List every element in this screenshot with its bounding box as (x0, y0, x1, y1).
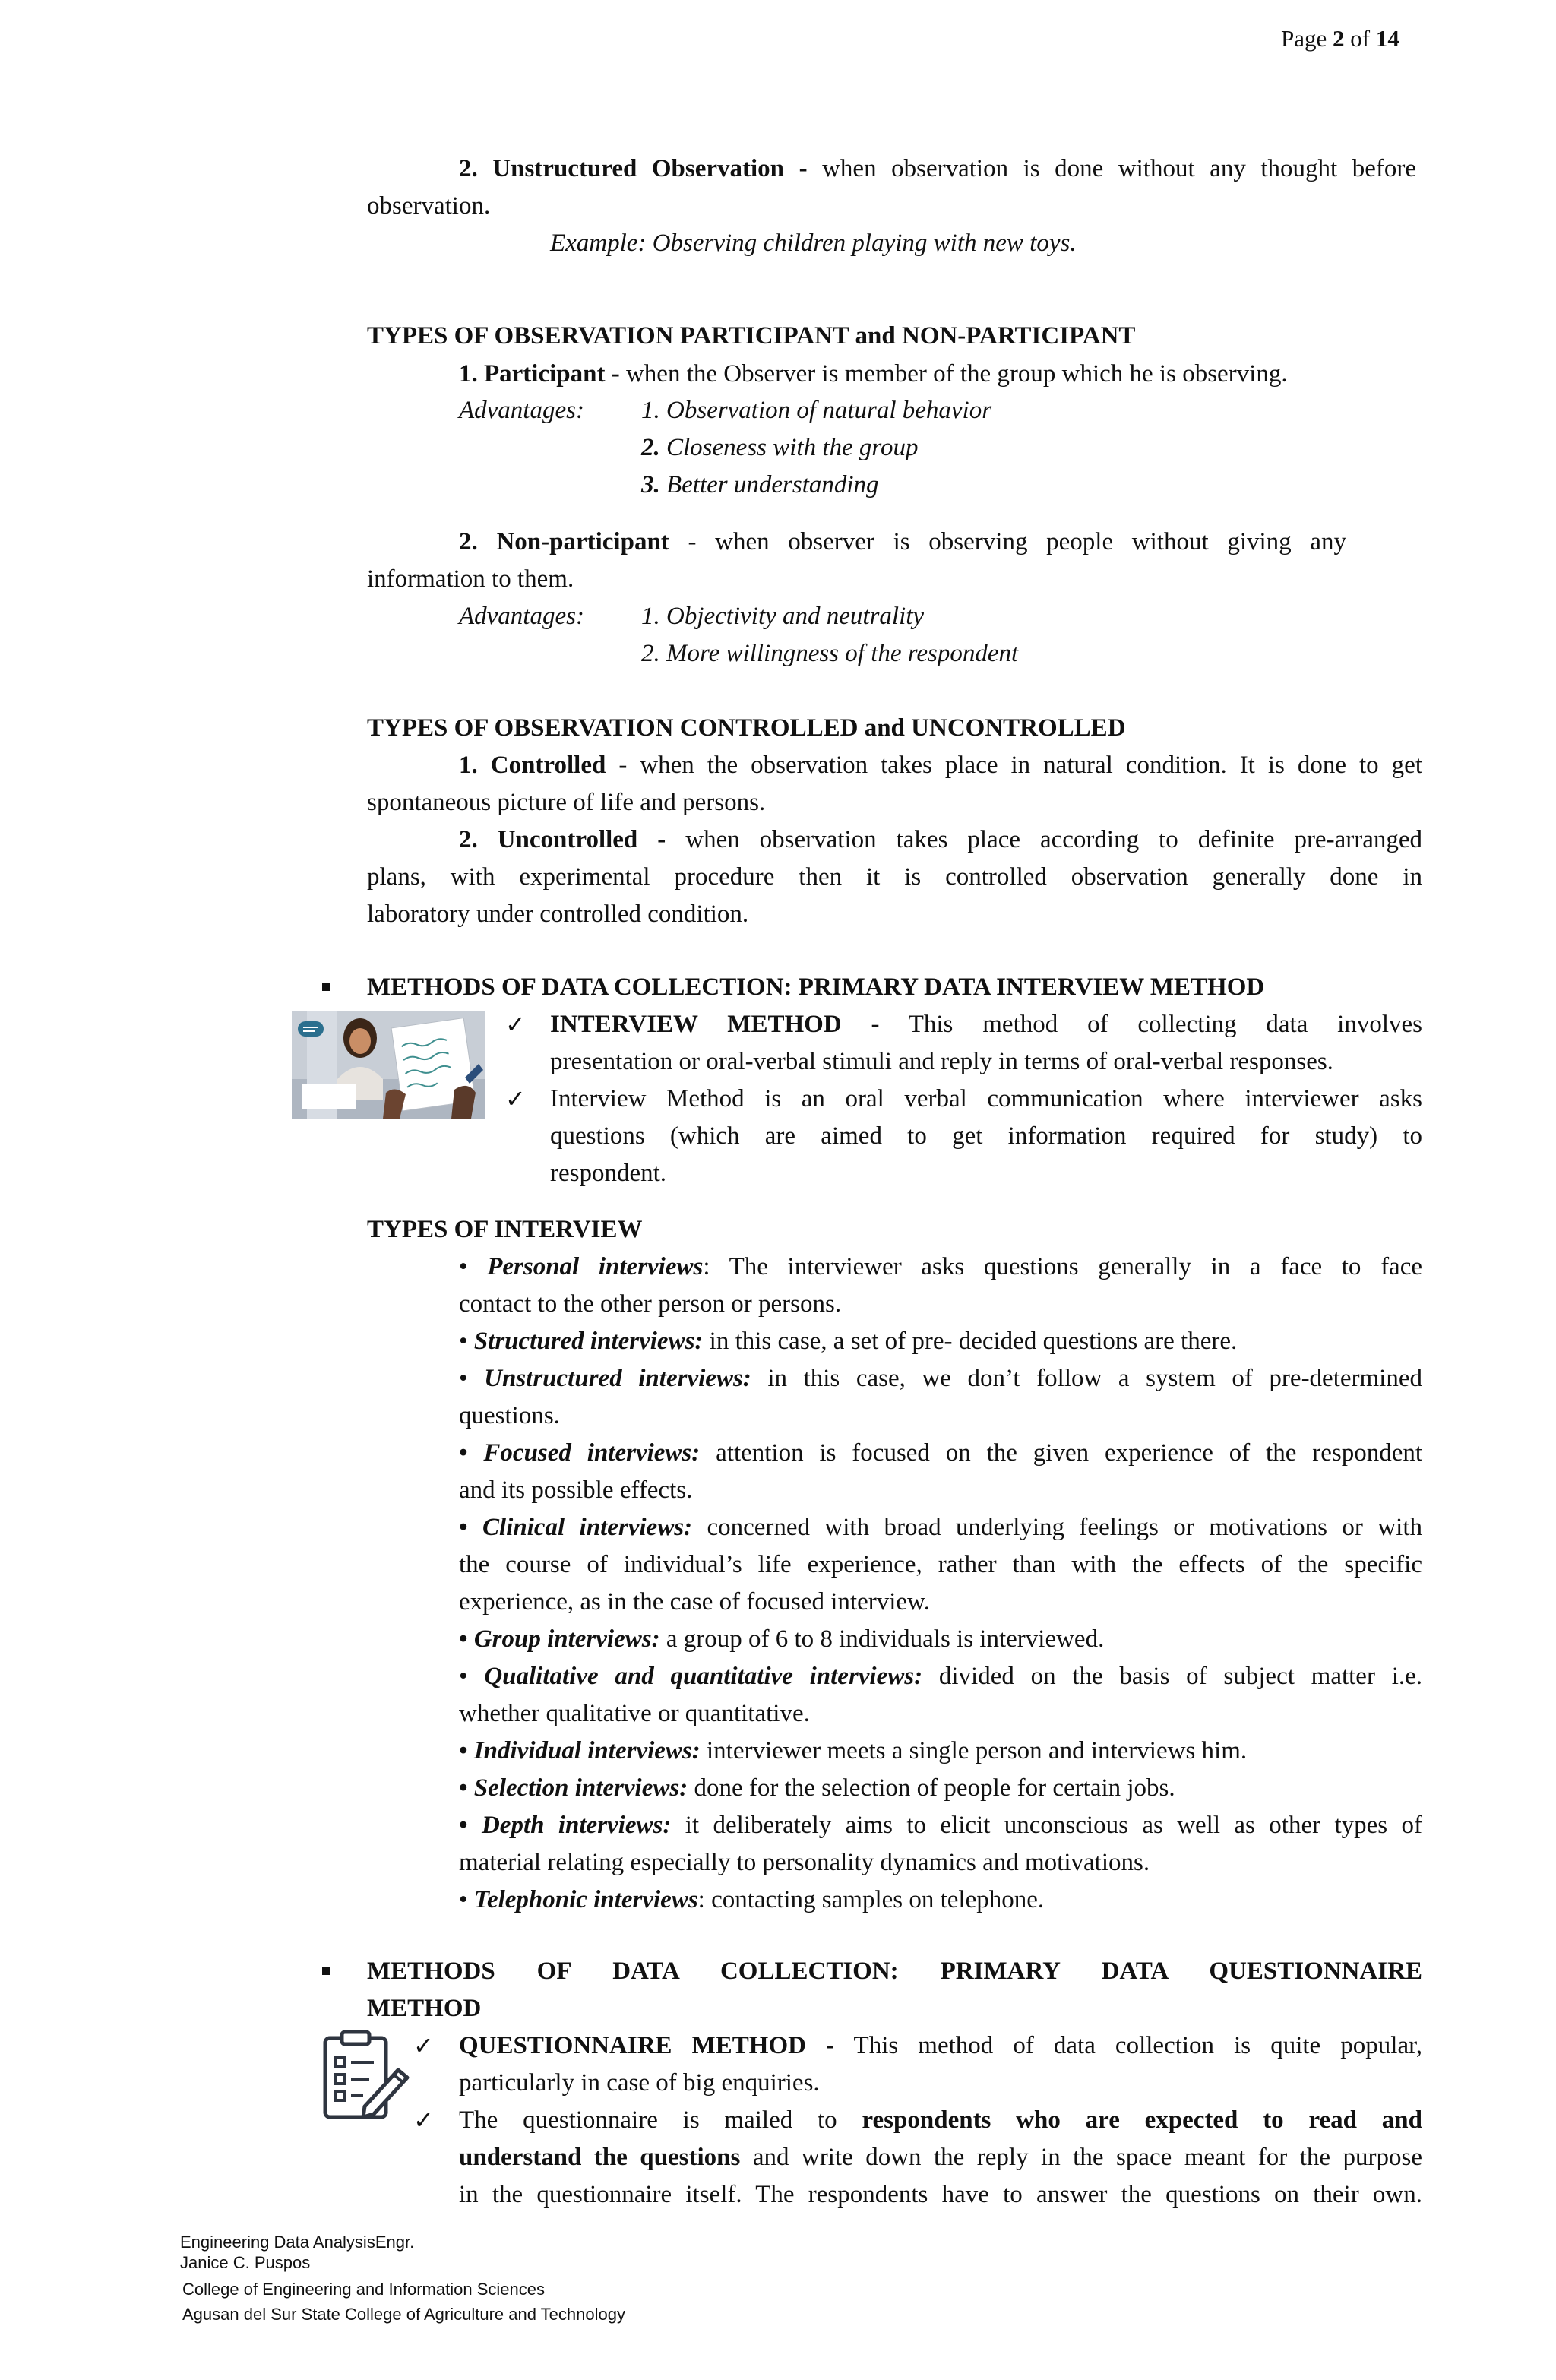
bullet: • (459, 1737, 468, 1764)
bullet: • (459, 1886, 468, 1913)
participant-item (459, 356, 1288, 393)
interview-type-depth (459, 1807, 1422, 1844)
questionnaire-heading-line1 (367, 1953, 1422, 1990)
uncontrolled-line1 (459, 821, 1422, 859)
footer-instructor: Janice C. Puspos (180, 2253, 311, 2272)
item-text: in this case, a set of pre- decided questions are there. (709, 1328, 1238, 1355)
interview-illustration-svg (292, 1011, 485, 1119)
interview-type-telephonic (459, 1882, 1044, 1919)
bullet: • (459, 1514, 468, 1541)
interview-section-heading (367, 969, 1264, 1006)
separator: : (703, 1253, 710, 1280)
term: Personal interviews (487, 1253, 704, 1280)
page-number (1281, 20, 1399, 57)
heading-text: METHOD (367, 1995, 482, 2022)
footer-college: College of Engineering and Information Sciences (182, 2280, 545, 2299)
participant-adv1 (641, 392, 991, 429)
item-text: This method of data collection is quite popular, (853, 2032, 1423, 2059)
term: Individual interviews: (473, 1737, 701, 1764)
term: Unstructured interviews: (484, 1365, 751, 1392)
bullet: • (459, 1365, 468, 1392)
interview-type-clinical-cont2: experience, as in the case of focused interview. (459, 1588, 930, 1616)
non-participant-line2: information to them. (367, 565, 574, 593)
interview-type-personal-cont: contact to the other person or persons. (459, 1290, 842, 1318)
questionnaire-mailed-line2 (459, 2139, 1422, 2176)
page-prefix: Page (1281, 25, 1327, 52)
interview-type-personal (459, 1249, 1422, 1286)
footer-course: Engineering Data AnalysisEngr. (180, 2233, 415, 2252)
unstructured-example (550, 225, 1077, 262)
controlled-heading (367, 710, 1126, 747)
bullet: • (459, 1625, 468, 1653)
label-text: Advantages: (459, 397, 584, 424)
term: Focused interviews: (483, 1439, 701, 1467)
questionnaire-mailed-line1 (459, 2102, 1422, 2139)
item-emphasis: understand the questions (459, 2144, 741, 2171)
item-text: and write down the reply in the space meant for the purpose (752, 2144, 1422, 2171)
item-text: in this case, we don’t follow a system of pre-determined (767, 1365, 1422, 1392)
bullet: • (459, 1253, 468, 1280)
non-participant-line1 (459, 524, 1346, 561)
section-bullet-square (322, 983, 330, 991)
page-current: 2 (1333, 25, 1345, 52)
interview-def-line2: questions (which are aimed to get information required for study) to (550, 1122, 1422, 1150)
item-text: This method of collecting data involves (908, 1011, 1423, 1038)
interview-type-focused (459, 1435, 1422, 1472)
clipboard-checklist-svg (319, 2027, 421, 2122)
item-text: when observation is done without any thought before (822, 155, 1416, 182)
interview-type-unstructured (459, 1360, 1422, 1397)
interview-type-clinical (459, 1509, 1422, 1546)
interview-type-group (459, 1621, 1104, 1658)
bullet: • (459, 1663, 468, 1690)
item-title: 2. Uncontrolled - (459, 826, 666, 853)
adv-text: 2. More willingness of the respondent (641, 640, 1019, 667)
adv-num: 3. (641, 471, 660, 498)
interview-method-line1 (550, 1006, 1422, 1043)
page-total: 14 (1375, 25, 1399, 52)
item-title: 1. Participant - (459, 360, 620, 388)
item-text: The interviewer asks questions generally in a face to face (729, 1253, 1422, 1280)
check-icon: ✓ (413, 2106, 434, 2135)
interview-def-line1: Interview Method is an oral verbal communication where interviewer asks (550, 1085, 1422, 1112)
questionnaire-mailed-line3: in the questionnaire itself. The respondents have to answer the questions on their own. (459, 2181, 1422, 2208)
heading-text: METHODS OF DATA COLLECTION: PRIMARY DATA INTERVIEW METHOD (367, 973, 1265, 1001)
bullet: • (459, 1328, 468, 1355)
interview-type-qualitative-cont: whether qualitative or quantitative. (459, 1700, 810, 1727)
interview-def-line3: respondent. (550, 1160, 667, 1187)
interview-type-individual (459, 1733, 1247, 1770)
non-participant-advantages-label (459, 598, 584, 635)
uncontrolled-line3: laboratory under controlled condition. (367, 900, 749, 928)
item-text: when the observation takes place in natural condition. It is done to get (640, 752, 1423, 779)
item-text: attention is focused on the given experience of the respondent (716, 1439, 1423, 1467)
heading-text: TYPES OF OBSERVATION CONTROLLED and UNCONTROLLED (367, 714, 1126, 742)
item-text: contacting samples on telephone. (711, 1886, 1045, 1913)
check-icon: ✓ (505, 1010, 526, 1039)
footer-school: Agusan del Sur State College of Agriculture and Technology (182, 2305, 625, 2324)
item-title: 2. Non-participant (459, 528, 669, 555)
bullet: • (459, 1774, 468, 1802)
participant-advantages-label (459, 392, 584, 429)
item-text: done for the selection of people for certain jobs. (694, 1774, 1175, 1802)
item-text: a group of 6 to 8 individuals is interviewed. (666, 1625, 1105, 1653)
term: Qualitative and quantitative interviews: (484, 1663, 923, 1690)
item-text: divided on the basis of subject matter i.e. (938, 1663, 1423, 1690)
uncontrolled-line2: plans, with experimental procedure then it is controlled observation generally done in (367, 863, 1422, 891)
section-bullet-square (322, 1967, 330, 1975)
item-title: QUESTIONNAIRE METHOD - (459, 2032, 835, 2059)
questionnaire-method-line1 (459, 2027, 1422, 2065)
participant-adv2 (641, 429, 919, 467)
interview-method-line2: presentation or oral-verbal stimuli and reply in terms of oral-verbal responses. (550, 1048, 1333, 1075)
heading-text: TYPES OF OBSERVATION PARTICIPANT and NON-PARTICIPANT (367, 322, 1136, 350)
adv-text: Closeness with the group (666, 434, 919, 461)
item-title: INTERVIEW METHOD - (550, 1011, 880, 1038)
bullet: • (459, 1812, 468, 1839)
check-icon: ✓ (505, 1084, 526, 1113)
term: Depth interviews: (481, 1812, 672, 1839)
unstructured-observation-line2: observation. (367, 192, 491, 220)
term: Group interviews: (473, 1625, 660, 1653)
non-participant-adv1 (641, 598, 924, 635)
controlled-line2: spontaneous picture of life and persons. (367, 789, 766, 816)
unstructured-observation-line1 (459, 150, 1416, 188)
adv-text: 1. Objectivity and neutrality (641, 603, 925, 630)
interview-type-unstructured-cont: questions. (459, 1402, 560, 1429)
item-title: 1. Controlled - (459, 752, 628, 779)
questionnaire-heading-line2 (367, 1990, 481, 2027)
term: Structured interviews: (473, 1328, 704, 1355)
non-participant-adv2 (641, 635, 1018, 673)
heading-text: METHODS OF DATA COLLECTION: PRIMARY DATA QUESTIONNAIRE (367, 1957, 1422, 1985)
label-text: Advantages: (459, 603, 584, 630)
term: Selection interviews: (473, 1774, 688, 1802)
participant-adv3 (641, 467, 879, 504)
clipboard-checklist-icon (319, 2027, 421, 2122)
adv-text: 1. Observation of natural behavior (641, 397, 992, 424)
item-number: 2. (459, 155, 478, 182)
bullet: • (459, 1439, 468, 1467)
check-icon: ✓ (413, 2031, 434, 2060)
interview-type-clinical-cont: the course of individual’s life experience, rather than with the effects of the specific (459, 1551, 1422, 1578)
interview-illustration (292, 1011, 485, 1119)
term: Clinical interviews: (482, 1514, 693, 1541)
item-text: interviewer meets a single person and interviews him. (707, 1737, 1248, 1764)
item-text: when observation takes place according to definite pre-arranged (685, 826, 1422, 853)
controlled-line1 (459, 747, 1422, 784)
item-emphasis: respondents who are expected to read and (862, 2106, 1422, 2134)
interview-type-focused-cont: and its possible effects. (459, 1476, 693, 1504)
interview-type-qualitative (459, 1658, 1422, 1695)
interview-type-selection (459, 1770, 1175, 1807)
page-of: of (1350, 25, 1371, 52)
term: Telephonic interviews (473, 1886, 698, 1913)
interview-type-depth-cont: material relating especially to personality dynamics and motivations. (459, 1849, 1150, 1876)
separator: : (697, 1886, 705, 1913)
adv-num: 2. (641, 434, 660, 461)
item-title: Unstructured Observation - (492, 155, 808, 182)
questionnaire-method-line2: particularly in case of big enquiries. (459, 2069, 820, 2097)
item-text: concerned with broad underlying feelings or motivations or with (707, 1514, 1422, 1541)
item-text: it deliberately aims to elicit unconscious as well as other types of (685, 1812, 1423, 1839)
types-of-interview-heading (367, 1211, 643, 1249)
participant-heading (367, 318, 1135, 355)
example-text: Example: Observing children playing with new toys. (550, 229, 1077, 257)
item-text: - when observer is observing people without giving any (688, 528, 1346, 555)
adv-text: Better understanding (666, 471, 879, 498)
item-text: when the Observer is member of the group which he is observing. (625, 360, 1288, 388)
item-text: The questionnaire is mailed to (459, 2106, 837, 2134)
heading-text: TYPES OF INTERVIEW (367, 1216, 643, 1243)
interview-type-structured (459, 1323, 1237, 1360)
